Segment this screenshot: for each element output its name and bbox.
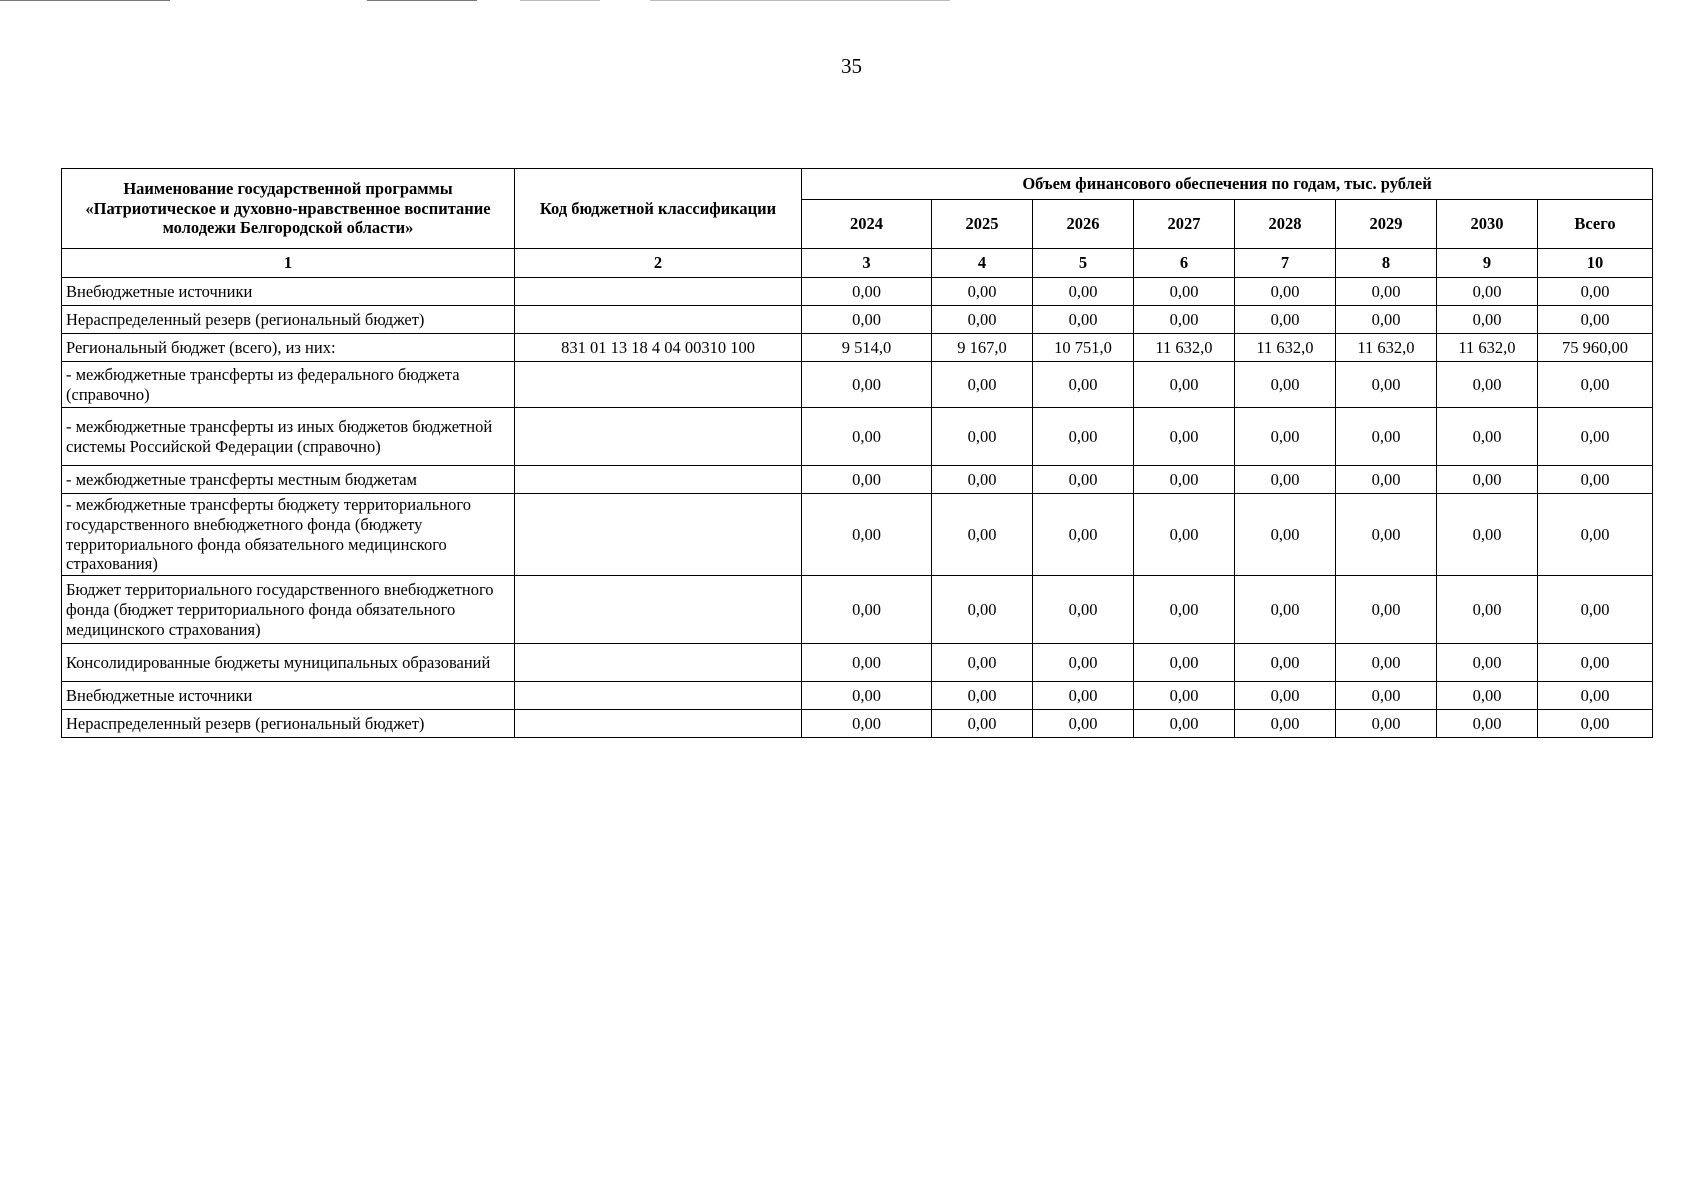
column-number: 6: [1134, 249, 1235, 278]
row-value: 0,00: [1538, 306, 1653, 334]
row-value: 0,00: [1134, 710, 1235, 738]
header-program-name: Наименование государственной программы «Патриотическое и духовно-нравственное воспитание молодежи Белгородской области»: [62, 169, 515, 249]
row-value: 0,00: [932, 710, 1033, 738]
row-value: 0,00: [1437, 710, 1538, 738]
table-row: [62, 306, 1653, 334]
table-body: [62, 249, 1653, 738]
header-volume: Объем финансового обеспечения по годам, тыс. рублей: [802, 169, 1653, 200]
header-year: Всего: [1538, 200, 1653, 249]
row-value: 0,00: [1235, 362, 1336, 408]
row-value: 0,00: [1437, 408, 1538, 466]
row-value: 11 632,0: [1134, 334, 1235, 362]
row-value: 0,00: [1033, 682, 1134, 710]
page-number: 35: [841, 54, 862, 78]
row-value: 0,00: [1235, 682, 1336, 710]
row-name: Внебюджетные источники: [62, 682, 515, 710]
financing-table: [61, 168, 1653, 738]
row-value: 0,00: [1437, 576, 1538, 644]
table-header: [62, 169, 1653, 249]
column-number: 4: [932, 249, 1033, 278]
row-budget-code: [515, 644, 802, 682]
row-budget-code: [515, 466, 802, 494]
row-value: 0,00: [1538, 362, 1653, 408]
row-value: 0,00: [1033, 306, 1134, 334]
row-value: 0,00: [1538, 466, 1653, 494]
table-row: [62, 466, 1653, 494]
row-value: 0,00: [932, 576, 1033, 644]
row-value: 0,00: [932, 644, 1033, 682]
row-name: Бюджет территориального государственного внебюджетного фонда (бюджет территориального фонда обязательного медицинского страхования): [62, 576, 515, 644]
row-value: 0,00: [802, 682, 932, 710]
row-value: 11 632,0: [1235, 334, 1336, 362]
row-value: 0,00: [802, 466, 932, 494]
row-value: 0,00: [1538, 278, 1653, 306]
row-value: 0,00: [1134, 494, 1235, 576]
table-row: [62, 408, 1653, 466]
table-row: [62, 494, 1653, 576]
row-budget-code: [515, 278, 802, 306]
row-value: 0,00: [1033, 494, 1134, 576]
row-value: 0,00: [1336, 278, 1437, 306]
header-year: 2030: [1437, 200, 1538, 249]
row-value: 0,00: [802, 306, 932, 334]
row-value: 0,00: [932, 494, 1033, 576]
table-row: [62, 710, 1653, 738]
row-value: 0,00: [802, 644, 932, 682]
row-value: 0,00: [1336, 576, 1437, 644]
row-value: 0,00: [1033, 278, 1134, 306]
header-year: 2025: [932, 200, 1033, 249]
row-name: Нераспределенный резерв (региональный бюджет): [62, 306, 515, 334]
row-value: 0,00: [1134, 466, 1235, 494]
row-value: 11 632,0: [1336, 334, 1437, 362]
row-value: 0,00: [802, 710, 932, 738]
header-year: 2029: [1336, 200, 1437, 249]
row-name: - межбюджетные трансферты из федерального бюджета (справочно): [62, 362, 515, 408]
header-year: 2026: [1033, 200, 1134, 249]
row-value: 0,00: [1437, 466, 1538, 494]
column-number: 3: [802, 249, 932, 278]
row-value: 0,00: [1336, 682, 1437, 710]
row-value: 0,00: [932, 362, 1033, 408]
header-budget-code: Код бюджетной классификации: [515, 169, 802, 249]
row-value: 0,00: [1033, 466, 1134, 494]
row-value: 0,00: [1134, 362, 1235, 408]
row-value: 0,00: [1235, 644, 1336, 682]
row-value: 0,00: [1437, 362, 1538, 408]
row-name: - межбюджетные трансферты местным бюджетам: [62, 466, 515, 494]
table-row: [62, 334, 1653, 362]
row-value: 0,00: [1235, 278, 1336, 306]
row-value: 0,00: [1033, 644, 1134, 682]
table-row: [62, 682, 1653, 710]
column-number: 10: [1538, 249, 1653, 278]
row-value: 0,00: [932, 466, 1033, 494]
row-value: 0,00: [932, 408, 1033, 466]
row-budget-code: [515, 494, 802, 576]
row-value: 9 167,0: [932, 334, 1033, 362]
row-budget-code: [515, 408, 802, 466]
row-value: 0,00: [1033, 576, 1134, 644]
header-year: 2028: [1235, 200, 1336, 249]
row-budget-code: [515, 576, 802, 644]
row-value: 0,00: [802, 362, 932, 408]
row-value: 0,00: [1437, 682, 1538, 710]
row-value: 0,00: [1235, 576, 1336, 644]
row-value: 0,00: [1235, 306, 1336, 334]
row-budget-code: [515, 710, 802, 738]
row-value: 0,00: [1538, 408, 1653, 466]
row-value: 0,00: [1538, 710, 1653, 738]
row-value: 0,00: [1336, 710, 1437, 738]
row-value: 0,00: [1235, 408, 1336, 466]
row-value: 75 960,00: [1538, 334, 1653, 362]
row-value: 0,00: [1437, 278, 1538, 306]
row-value: 0,00: [932, 278, 1033, 306]
row-value: 0,00: [1336, 408, 1437, 466]
row-name: Нераспределенный резерв (региональный бюджет): [62, 710, 515, 738]
row-budget-code: [515, 306, 802, 334]
column-number: 8: [1336, 249, 1437, 278]
column-numbers-row: [62, 249, 1653, 278]
row-value: 0,00: [1538, 494, 1653, 576]
row-value: 0,00: [1437, 306, 1538, 334]
row-value: 0,00: [1437, 494, 1538, 576]
column-number: 9: [1437, 249, 1538, 278]
table-row: [62, 576, 1653, 644]
row-value: 0,00: [1336, 466, 1437, 494]
row-value: 0,00: [1336, 494, 1437, 576]
row-value: 0,00: [1538, 682, 1653, 710]
row-budget-code: 831 01 13 18 4 04 00310 100: [515, 334, 802, 362]
row-value: 0,00: [1538, 576, 1653, 644]
row-value: 0,00: [1033, 362, 1134, 408]
row-value: 0,00: [1134, 682, 1235, 710]
table-row: [62, 362, 1653, 408]
header-year: 2024: [802, 200, 932, 249]
row-value: 0,00: [802, 576, 932, 644]
row-name: Региональный бюджет (всего), из них:: [62, 334, 515, 362]
row-value: 0,00: [1134, 278, 1235, 306]
row-value: 0,00: [1538, 644, 1653, 682]
row-value: 0,00: [802, 494, 932, 576]
row-value: 0,00: [1336, 644, 1437, 682]
row-value: 0,00: [1033, 710, 1134, 738]
row-name: - межбюджетные трансферты из иных бюджетов бюджетной системы Российской Федерации (справочно): [62, 408, 515, 466]
row-value: 0,00: [1134, 644, 1235, 682]
row-value: 9 514,0: [802, 334, 932, 362]
row-value: 0,00: [1235, 466, 1336, 494]
column-number: 2: [515, 249, 802, 278]
column-number: 5: [1033, 249, 1134, 278]
row-value: 0,00: [1437, 644, 1538, 682]
row-value: 0,00: [802, 278, 932, 306]
column-number: 1: [62, 249, 515, 278]
scan-artifact-top: [0, 0, 1703, 3]
table-row: [62, 644, 1653, 682]
row-value: 0,00: [932, 682, 1033, 710]
row-value: 0,00: [1134, 408, 1235, 466]
header-year: 2027: [1134, 200, 1235, 249]
row-value: 0,00: [1336, 306, 1437, 334]
row-budget-code: [515, 362, 802, 408]
column-number: 7: [1235, 249, 1336, 278]
row-value: 10 751,0: [1033, 334, 1134, 362]
row-value: 0,00: [1033, 408, 1134, 466]
row-name: - межбюджетные трансферты бюджету территориального государственного внебюджетного фонда (бюджету территориального фонда обязательного медицинского страхования): [62, 494, 515, 576]
row-value: 0,00: [1134, 306, 1235, 334]
row-value: 11 632,0: [1437, 334, 1538, 362]
row-name: Внебюджетные источники: [62, 278, 515, 306]
table-row: [62, 278, 1653, 306]
row-value: 0,00: [932, 306, 1033, 334]
row-name: Консолидированные бюджеты муниципальных образований: [62, 644, 515, 682]
row-value: 0,00: [1235, 710, 1336, 738]
row-value: 0,00: [802, 408, 932, 466]
row-value: 0,00: [1134, 576, 1235, 644]
row-value: 0,00: [1336, 362, 1437, 408]
row-value: 0,00: [1235, 494, 1336, 576]
row-budget-code: [515, 682, 802, 710]
